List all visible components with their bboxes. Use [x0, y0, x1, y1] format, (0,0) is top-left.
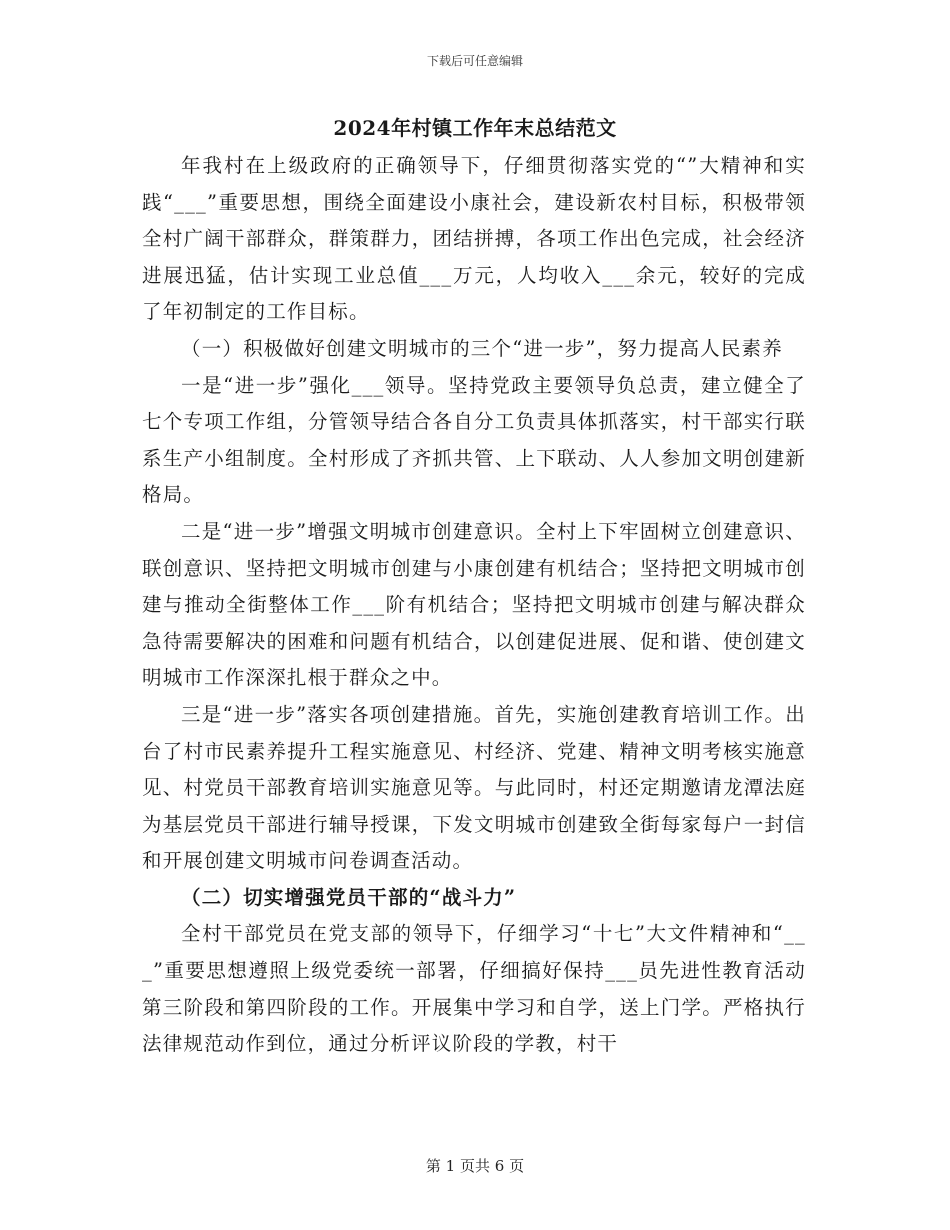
- paragraph-point-three: 三是“进一步”落实各项创建措施。首先，实施创建教育培训工作。出台了村市民素养提升工程实施意见、村经济、党建、精神文明考核实施意见、村党员干部教育培训实施意见等。与此同时，村还定期邀请龙潭法庭为基层党员干部进行辅导授课，下发文明城市创建致全街每家每户一封信和开展创建文明城市问卷调查活动。: [142, 702, 806, 873]
- paragraph-section-one-heading: （一）积极做好创建文明城市的三个“进一步”，努力提高人民素养: [181, 336, 783, 360]
- document-title: 2024年村镇工作年末总结范文: [333, 116, 617, 140]
- paragraph-section-two: 全村干部党员在党支部的领导下，仔细学习“十七”大文件精神和“___”重要思想遵照上级党委统一部署，仔细搞好保持___员先进性教育活动第三阶段和第四阶段的工作。开展集中学习和自学，送上门学。严格执行法律规范动作到位，通过分析评议阶段的学教，村干: [142, 922, 806, 1056]
- section-two-heading: （二）切实增强党员干部的“战斗力”: [181, 885, 517, 909]
- paragraph-point-two: 二是“进一步”增强文明城市创建意识。全村上下牢固树立创建意识、联创意识、坚持把文明城市创建与小康创建有机结合；坚持把文明城市创建与推动全街整体工作___阶有机结合；坚持把文明城市创建与解决群众急待需要解决的困难和问题有机结合，以创建促进展、促和谐、使创建文明城市工作深深扎根于群众之中。: [142, 519, 806, 690]
- document-body: [142, 148, 806, 1063]
- header-note: 下载后可任意编辑: [426, 54, 523, 68]
- paragraph-point-one: 一是“进一步”强化___领导。坚持党政主要领导负总责，建立健全了七个专项工作组，分管领导结合各自分工负责具体抓落实，村干部实行联系生产小组制度。全村形成了齐抓共管、上下联动、人人参加文明创建新格局。: [142, 373, 806, 507]
- page-number: 第 1 页共 6 页: [425, 1157, 525, 1175]
- paragraph-intro: 年我村在上级政府的正确领导下，仔细贯彻落实党的“”大精神和实践“___”重要思想，围绕全面建设小康社会，建设新农村目标，积极带领全村广阔干部群众，群策群力，团结拼搏，各项工作出色完成，社会经济进展迅猛，估计实现工业总值___万元，人均收入___余元，较好的完成了年初制定的工作目标。: [142, 154, 806, 324]
